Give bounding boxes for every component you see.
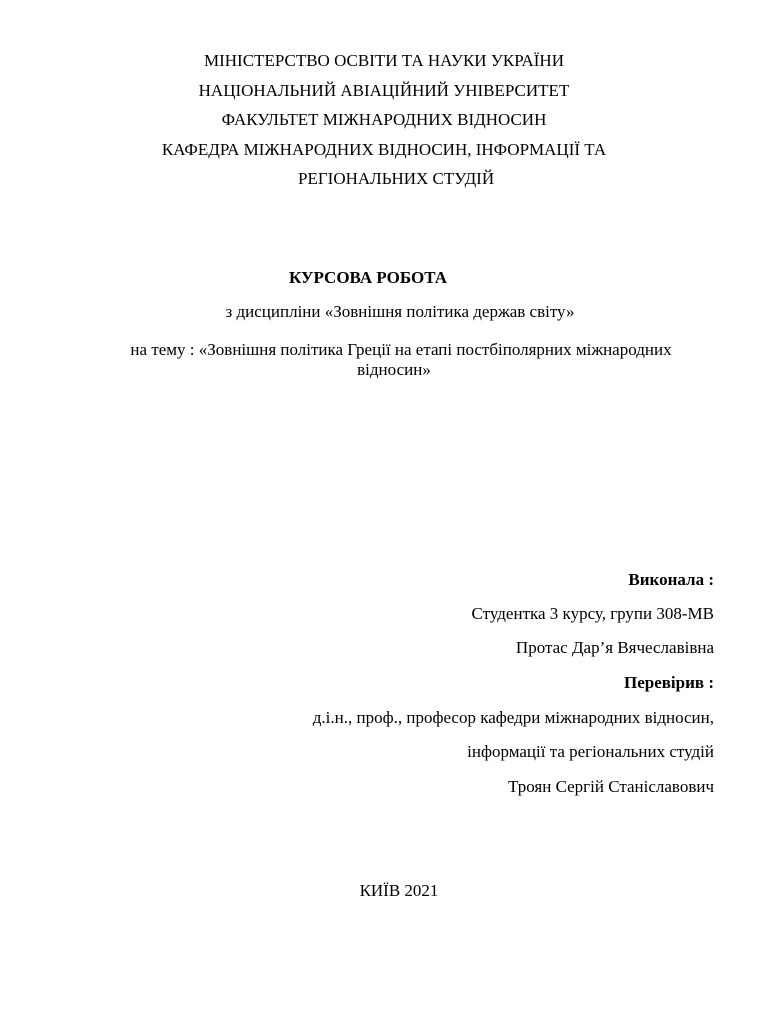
topic-line-2: відносин» <box>357 360 431 379</box>
department-heading-line1: КАФЕДРА МІЖНАРОДНИХ ВІДНОСИН, ІНФОРМАЦІЇ ТА <box>161 140 607 159</box>
university-heading: НАЦІОНАЛЬНИЙ АВІАЦІЙНИЙ УНІВЕРСИТЕТ <box>198 81 570 100</box>
author-label: Виконала : <box>628 570 714 589</box>
author-info: Студентка 3 курсу, групи 308-МВ <box>471 604 714 623</box>
reviewer-label: Перевірив : <box>623 673 714 692</box>
topic-line-1: на тему : «Зовнішня політика Греції на етапі постбіполярних міжнародних <box>130 340 672 359</box>
work-type-title: КУРСОВА РОБОТА <box>289 268 447 287</box>
city-year: КИЇВ 2021 <box>359 881 439 900</box>
ministry-heading: МІНІСТЕРСТВО ОСВІТИ ТА НАУКИ УКРАЇНИ <box>204 51 564 70</box>
reviewer-name: Троян Сергій Станіславович <box>508 777 714 796</box>
reviewer-info-line2: інформації та регіональних студій <box>467 742 714 761</box>
author-name: Протас Дар’я Вячеславівна <box>515 638 714 657</box>
department-heading-line2: РЕГІОНАЛЬНИХ СТУДІЙ <box>298 169 495 188</box>
faculty-heading: ФАКУЛЬТЕТ МІЖНАРОДНИХ ВІДНОСИН <box>221 110 547 129</box>
reviewer-info-line1: д.і.н., проф., професор кафедри міжнародних відносин, <box>312 708 714 727</box>
discipline-line: з дисципліни «Зовнішня політика держав світу» <box>225 302 575 321</box>
